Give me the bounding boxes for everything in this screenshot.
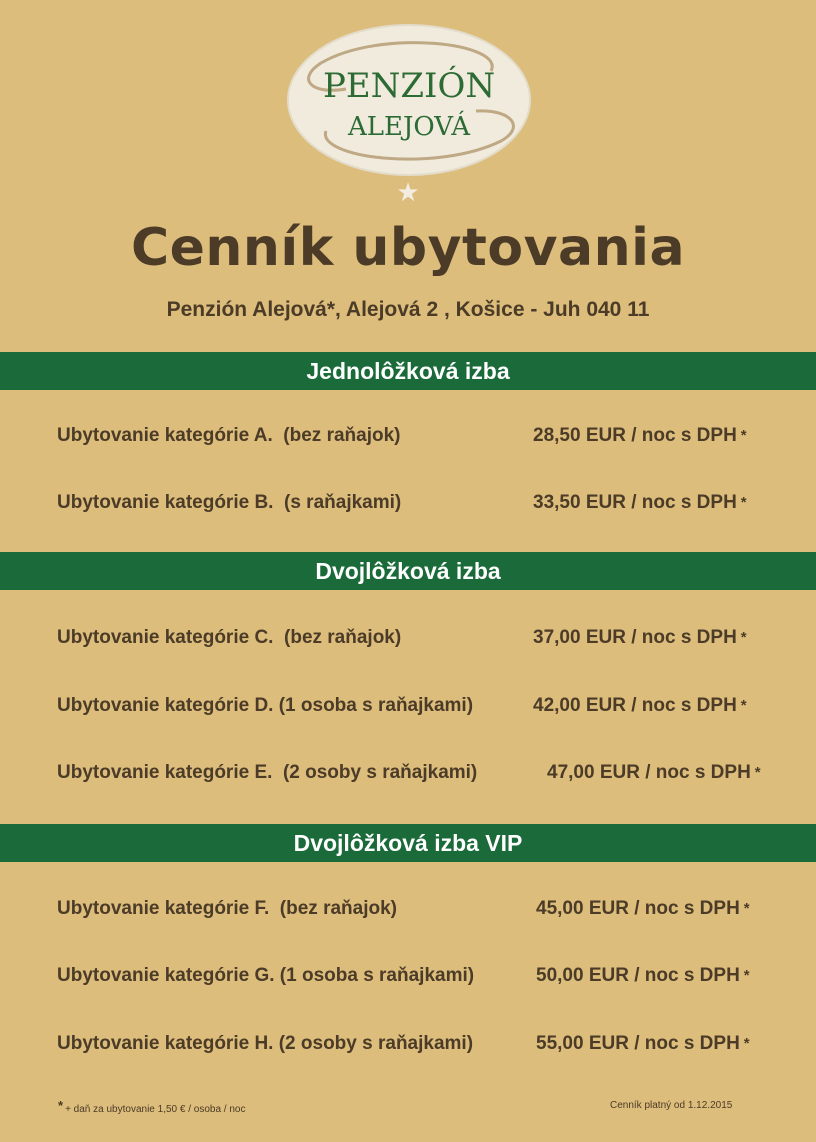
page-subtitle: Penzión Alejová*, Alejová 2 , Košice - Juh 040 11 [166, 298, 650, 321]
page-title: Cenník ubytovania [130, 218, 686, 278]
section-heading-double-vip: Dvojlôžková izba VIP [0, 824, 816, 862]
room-category: Ubytovanie kategórie B. (s raňajkami) [57, 492, 402, 513]
room-price: 42,00 EUR / noc s DPH * [533, 695, 747, 716]
logo-line1: PENZIÓN [322, 66, 496, 106]
room-category: Ubytovanie kategórie E. (2 osoby s raňajkami) [57, 762, 478, 783]
logo [286, 23, 532, 178]
validity-note: Cenník platný od 1.12.2015 [610, 1100, 733, 1111]
room-price: 55,00 EUR / noc s DPH * [536, 1033, 750, 1054]
price-row [0, 1029, 816, 1059]
room-category: Ubytovanie kategórie A. (bez raňajok) [57, 425, 401, 446]
room-category: Ubytovanie kategórie C. (bez raňajok) [57, 627, 402, 648]
room-price: 33,50 EUR / noc s DPH * [533, 492, 747, 513]
price-row [0, 894, 816, 924]
price-row [0, 623, 816, 653]
logo-line2: ALEJOVÁ [347, 112, 471, 142]
room-category: Ubytovanie kategórie H. (2 osoby s raňajkami) [57, 1033, 474, 1054]
room-category: Ubytovanie kategórie D. (1 osoba s raňajkami) [57, 695, 474, 716]
price-row [0, 758, 816, 788]
room-price: 28,50 EUR / noc s DPH * [533, 425, 747, 446]
room-price: 37,00 EUR / noc s DPH * [533, 627, 747, 648]
room-category: Ubytovanie kategórie F. (bez raňajok) [57, 898, 397, 919]
star-icon: ★ [396, 178, 420, 208]
logo-emblem [286, 23, 532, 178]
room-price: 45,00 EUR / noc s DPH * [536, 898, 750, 919]
room-price: 47,00 EUR / noc s DPH * [547, 762, 761, 783]
price-row [0, 421, 816, 451]
price-row [0, 961, 816, 991]
room-category: Ubytovanie kategórie G. (1 osoba s raňajkami) [57, 965, 475, 986]
price-row [0, 691, 816, 721]
price-row [0, 488, 816, 518]
section-heading-single: Jednolôžková izba [0, 352, 816, 390]
tax-footnote: * + daň za ubytovanie 1,50 € / osoba / noc [58, 1098, 246, 1115]
section-heading-double: Dvojlôžková izba [0, 552, 816, 590]
room-price: 50,00 EUR / noc s DPH * [536, 965, 750, 986]
